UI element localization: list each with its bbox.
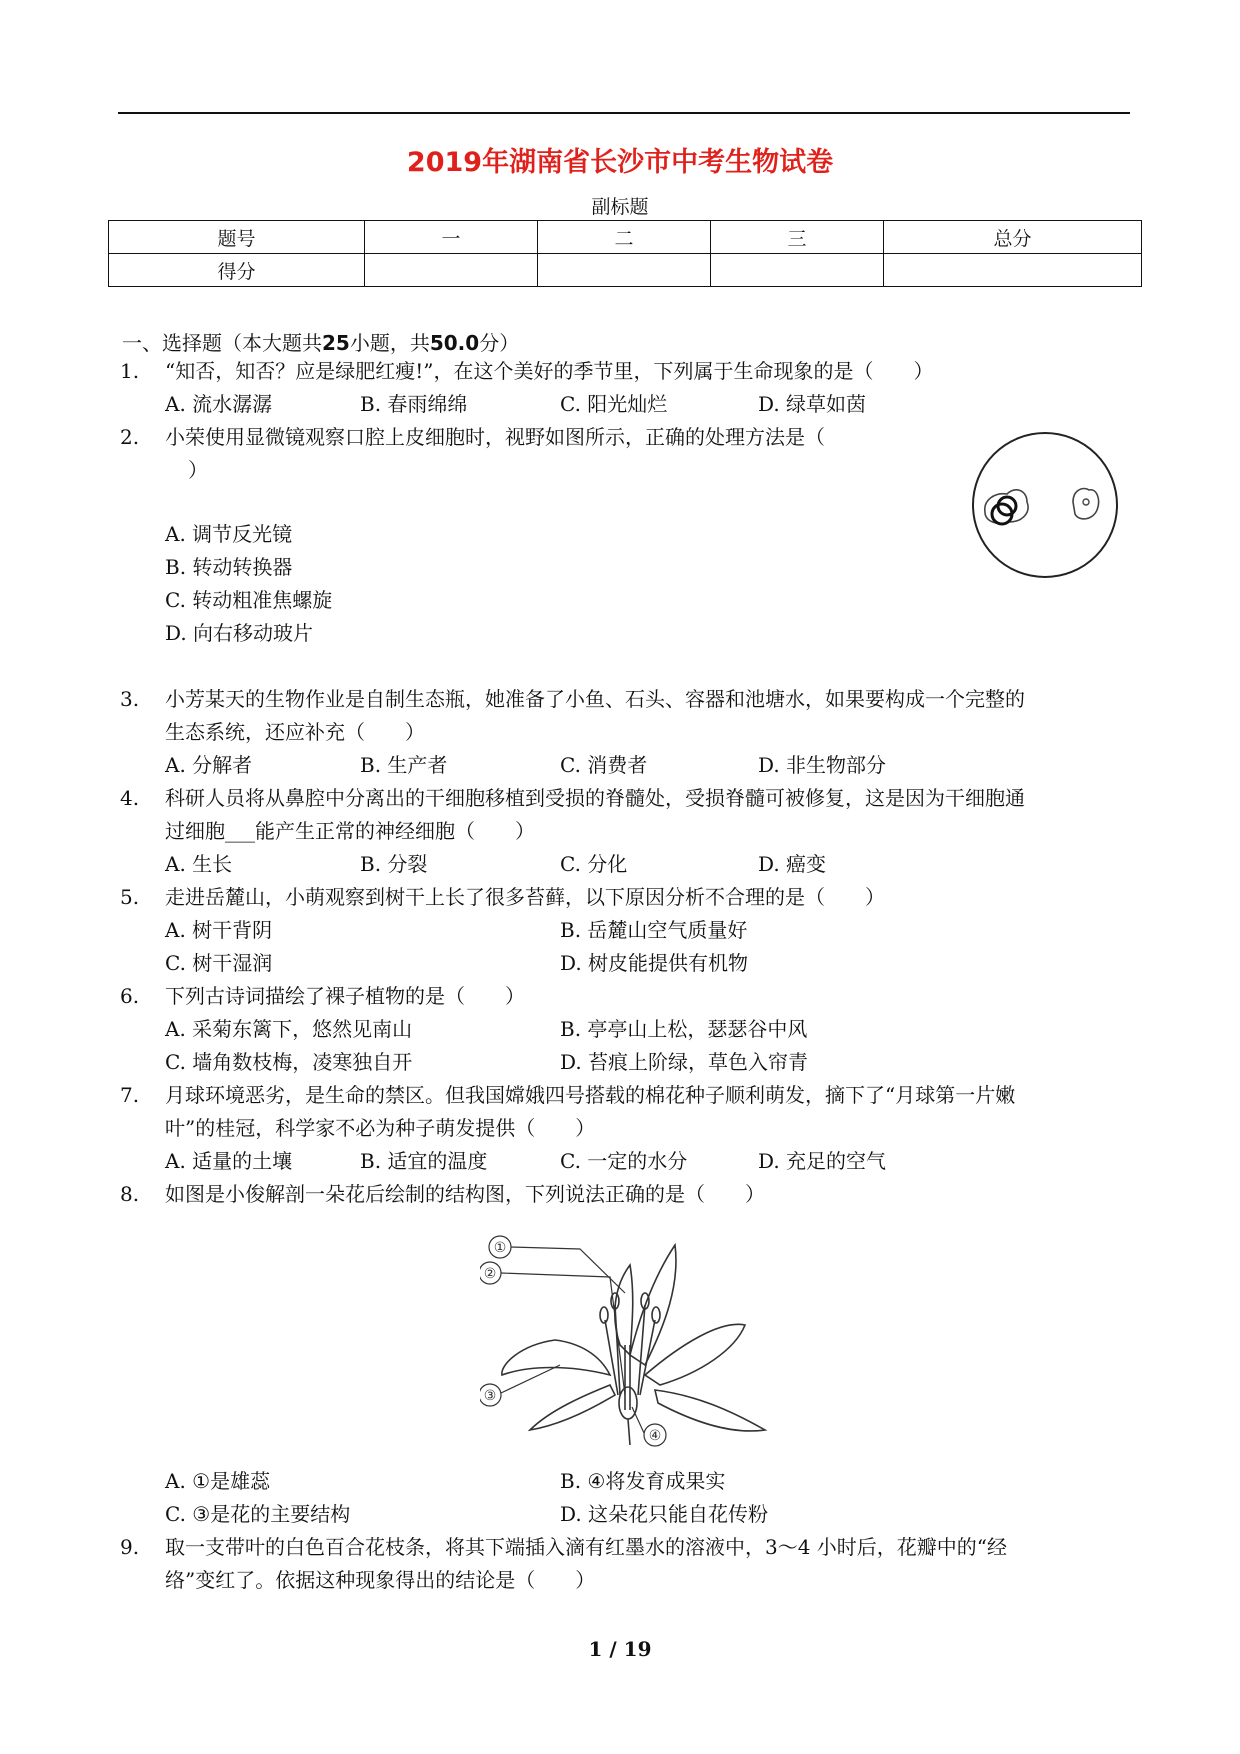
leader-line (511, 1247, 625, 1293)
question-text: ） (188, 458, 208, 482)
option-d: D. 向右移动玻片 (165, 621, 314, 645)
question-text: 如图是小俊解剖一朵花后绘制的结构图，下列说法正确的是（ ） (165, 1182, 765, 1206)
score-header-cell: 三 (711, 221, 884, 254)
question-text: 下列古诗词描绘了裸子植物的是（ ） (165, 984, 525, 1008)
anther (600, 1307, 608, 1323)
ovary (619, 1387, 637, 1419)
score-row-label: 得分 (109, 254, 365, 287)
section-heading (122, 327, 519, 356)
score-cell (711, 254, 884, 287)
option-d: D. 树皮能提供有机物 (560, 951, 749, 975)
option-c: C. 一定的水分 (560, 1149, 688, 1173)
question-text: “知否，知否？应是绿肥红瘦!”，在这个美好的季节里，下列属于生命现象的是（ ） (165, 359, 934, 383)
option-b: B. ④将发育成果实 (560, 1469, 726, 1493)
flower-structure-figure (480, 1235, 780, 1450)
question-text: 月球环境恶劣，是生命的禁区。但我国嫦娥四号搭载的棉花种子顺利萌发，摘下了“月球第一片嫩 (165, 1083, 1016, 1107)
question-text: 生态系统，还应补充（ ） (165, 720, 425, 744)
option-b: B. 春雨绵绵 (360, 392, 468, 416)
option-b: B. 分裂 (360, 852, 428, 876)
question-number: 1. (120, 359, 140, 383)
score-header-cell: 总分 (884, 221, 1142, 254)
score-table-header-row (109, 221, 1142, 254)
left-petal (502, 1340, 610, 1375)
option-c: C. ③是花的主要结构 (165, 1502, 351, 1526)
option-c: C. 墙角数枝梅，凌寒独自开 (165, 1050, 413, 1074)
question-text: 走进岳麓山，小萌观察到树干上长了很多苔藓，以下原因分析不合理的是（ ） (165, 885, 885, 909)
option-b: B. 转动转换器 (165, 555, 293, 579)
option-a: A. 流水潺潺 (165, 392, 273, 416)
option-b: B. 适宜的温度 (360, 1149, 488, 1173)
section-count: 25 (322, 331, 350, 355)
label-2: ② (483, 1266, 497, 1282)
option-d: D. 非生物部分 (758, 753, 887, 777)
anther (652, 1307, 660, 1323)
score-header-cell: 一 (365, 221, 538, 254)
score-table (108, 220, 1142, 287)
upper-right-petal (630, 1245, 676, 1365)
question-text: 取一支带叶的白色百合花枝条，将其下端插入滴有红墨水的溶液中，3～4 小时后，花瓣中的“经 (165, 1535, 1008, 1559)
question-text: 科研人员将从鼻腔中分离出的干细胞移植到受损的脊髓处，受损脊髓可被修复，这是因为干细胞通 (165, 786, 1025, 810)
leader-line (501, 1273, 625, 1395)
option-c: C. 消费者 (560, 753, 648, 777)
question-number: 9. (120, 1535, 140, 1559)
option-b: B. 生产者 (360, 753, 448, 777)
option-d: D. 癌变 (758, 852, 827, 876)
question-number: 8. (120, 1182, 140, 1206)
option-c: C. 阳光灿烂 (560, 392, 668, 416)
question-text: 络”变红了。依据这种现象得出的结论是（ ） (165, 1568, 596, 1592)
question-text: 过细胞___能产生正常的神经细胞（ ） (165, 819, 535, 843)
option-a: A. 生长 (165, 852, 233, 876)
label-3: ③ (483, 1388, 497, 1404)
score-header-cell: 题号 (109, 221, 365, 254)
score-cell (365, 254, 538, 287)
option-b: B. 亭亭山上松，瑟瑟谷中风 (560, 1017, 808, 1041)
option-c: C. 分化 (560, 852, 628, 876)
microscope-view-figure (965, 430, 1125, 580)
score-cell (538, 254, 711, 287)
option-a: A. 调节反光镜 (165, 522, 293, 546)
page-number: 1 / 19 (588, 1637, 652, 1661)
question-number: 2. (120, 425, 140, 449)
question-text: 小荣使用显微镜观察口腔上皮细胞时，视野如图所示，正确的处理方法是（ (165, 425, 825, 449)
section-text: 一、选择题（本大题共 (122, 331, 322, 355)
score-cell (884, 254, 1142, 287)
question-number: 6. (120, 984, 140, 1008)
cell-outline (1073, 489, 1099, 519)
field-of-view-circle (973, 433, 1117, 577)
stem (628, 1419, 630, 1445)
question-text: 叶”的桂冠，科学家不必为种子萌发提供（ ） (165, 1116, 596, 1140)
option-a: A. ①是雄蕊 (165, 1469, 271, 1493)
label-4: ④ (648, 1428, 662, 1444)
question-number: 5. (120, 885, 140, 909)
option-a: A. 树干背阴 (165, 918, 273, 942)
option-a: A. 分解者 (165, 753, 253, 777)
section-text: 分） (479, 331, 520, 355)
lower-right-petal (655, 1390, 765, 1431)
option-c: C. 转动粗准焦螺旋 (165, 588, 333, 612)
question-number: 7. (120, 1083, 140, 1107)
option-a: A. 采菊东篱下，悠然见南山 (165, 1017, 413, 1041)
option-d: D. 苔痕上阶绿，草色入帘青 (560, 1050, 809, 1074)
question-number: 4. (120, 786, 140, 810)
score-header-cell: 二 (538, 221, 711, 254)
page-subtitle: 副标题 (591, 196, 649, 218)
header-rule (118, 112, 1130, 114)
label-1: ① (493, 1240, 507, 1256)
stamen-filament (638, 1305, 645, 1395)
option-a: A. 适量的土壤 (165, 1149, 293, 1173)
page-title: 2019年湖南省长沙市中考生物试卷 (406, 147, 834, 178)
option-d: D. 这朵花只能自花传粉 (560, 1502, 769, 1526)
option-c: C. 树干湿润 (165, 951, 273, 975)
score-table-row (109, 254, 1142, 287)
question-number: 3. (120, 687, 140, 711)
option-d: D. 充足的空气 (758, 1149, 887, 1173)
lower-left-petal (530, 1385, 615, 1430)
leader-line (632, 1407, 644, 1433)
section-score: 50.0 (429, 331, 480, 355)
section-text: 小题，共 (349, 331, 430, 355)
question-text: 小芳某天的生物作业是自制生态瓶，她准备了小鱼、石头、容器和池塘水，如果要构成一个完整的 (165, 687, 1025, 711)
option-d: D. 绿草如茵 (758, 392, 867, 416)
cell-nucleus (1083, 499, 1089, 505)
option-b: B. 岳麓山空气质量好 (560, 918, 748, 942)
